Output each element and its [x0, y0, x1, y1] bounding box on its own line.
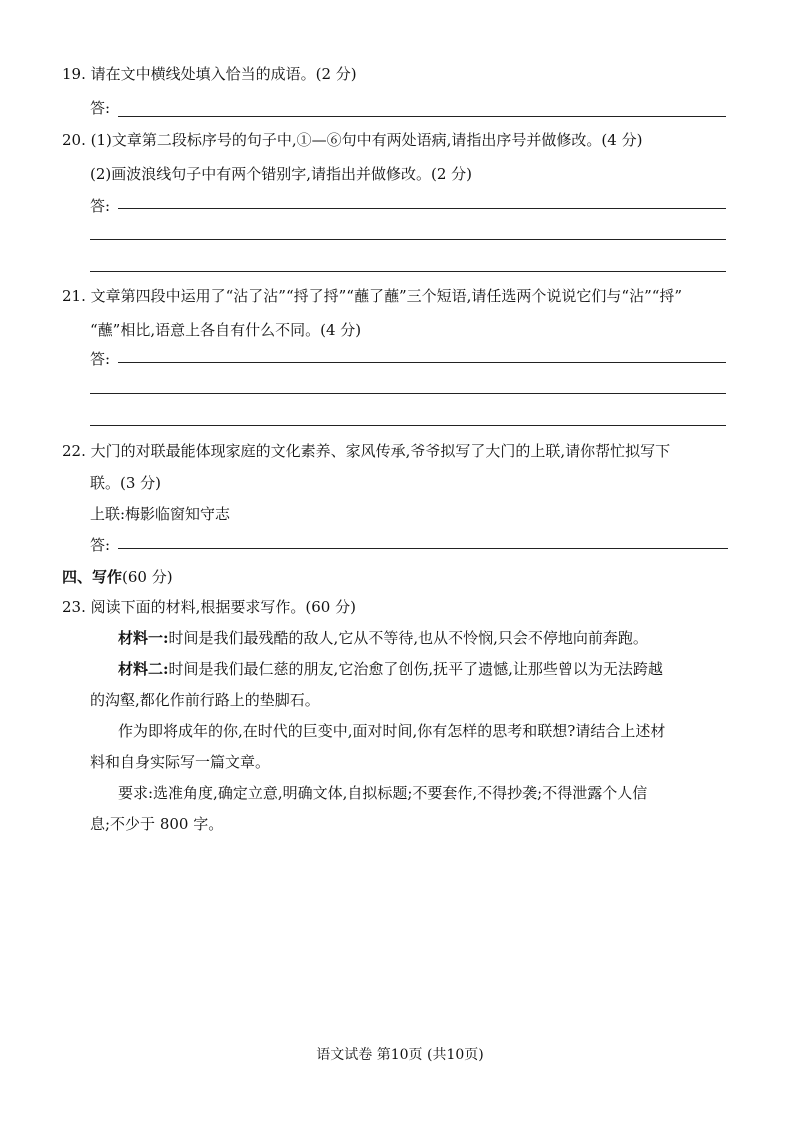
section-4-points: (60 分) [122, 568, 173, 586]
page-footer: 语文试卷 第10页 (共10页) [316, 1047, 484, 1063]
question-23-prompt: 23. 阅读下面的材料,根据要求写作。(60 分) [62, 598, 356, 616]
question-22-line2: 联。(3 分) [90, 474, 162, 492]
question-20-part1: 20. (1)文章第二段标序号的句子中,①—⑥句中有两处语病,请指出序号并做修改。(4 分) [62, 131, 643, 149]
material-2 [118, 658, 663, 679]
question-22-line1: 22. 大门的对联最能体现家庭的文化素养、家风传承,爷爷拟写了大门的上联,请你帮忙拟写下 [62, 442, 671, 460]
question-19-text: 19. 请在文中横线处填入恰当的成语。(2 分) [62, 65, 357, 83]
material-1-label: 材料一: [118, 629, 169, 647]
question-21-line2: “蘸”相比,语意上各自有什么不同。(4 分) [90, 321, 362, 339]
q21-answer-label: 答: [90, 350, 111, 368]
material-2-text: 时间是我们最仁慈的朋友,它治愈了创伤,抚平了遗憾,让那些曾以为无法跨越 [168, 660, 663, 678]
material-2-text-cont: 的沟壑,都化作前行路上的垫脚石。 [90, 691, 320, 709]
q22-answer-line[interactable] [118, 548, 728, 549]
couplet-first-line: 上联:梅影临窗知守志 [90, 505, 231, 523]
q21-answer-line-2[interactable] [90, 393, 726, 394]
requirement-line-1: 要求:选准角度,确定立意,明确文体,自拟标题;不要套作,不得抄袭;不得泄露个人信 [118, 784, 648, 802]
q21-answer-line-1[interactable] [118, 362, 726, 363]
q19-answer-label: 答: [90, 99, 111, 117]
requirement-line-2: 息;不少于 800 字。 [90, 815, 224, 833]
section-4-heading [62, 566, 173, 587]
task-line-2: 料和自身实际写一篇文章。 [90, 753, 271, 771]
question-21-line1: 21. 文章第四段中运用了“沾了沾”“捋了捋”“蘸了蘸”三个短语,请任选两个说说它们与“沾”“捋” [62, 287, 683, 305]
section-4-title: 四、写作 [62, 568, 123, 586]
material-2-label: 材料二: [118, 660, 169, 678]
material-1-text: 时间是我们最残酷的敌人,它从不等待,也从不怜悯,只会不停地向前奔跑。 [168, 629, 648, 647]
q20-answer-line-1[interactable] [118, 208, 726, 209]
q21-answer-line-3[interactable] [90, 425, 726, 426]
q22-answer-label: 答: [90, 536, 111, 554]
q20-answer-label: 答: [90, 197, 111, 215]
question-20-part2: (2)画波浪线句子中有两个错别字,请指出并做修改。(2 分) [90, 165, 473, 183]
q20-answer-line-3[interactable] [90, 271, 726, 272]
task-line-1: 作为即将成年的你,在时代的巨变中,面对时间,你有怎样的思考和联想?请结合上述材 [118, 722, 666, 740]
material-1 [118, 627, 648, 648]
q19-answer-line[interactable] [118, 116, 726, 117]
q20-answer-line-2[interactable] [90, 239, 726, 240]
